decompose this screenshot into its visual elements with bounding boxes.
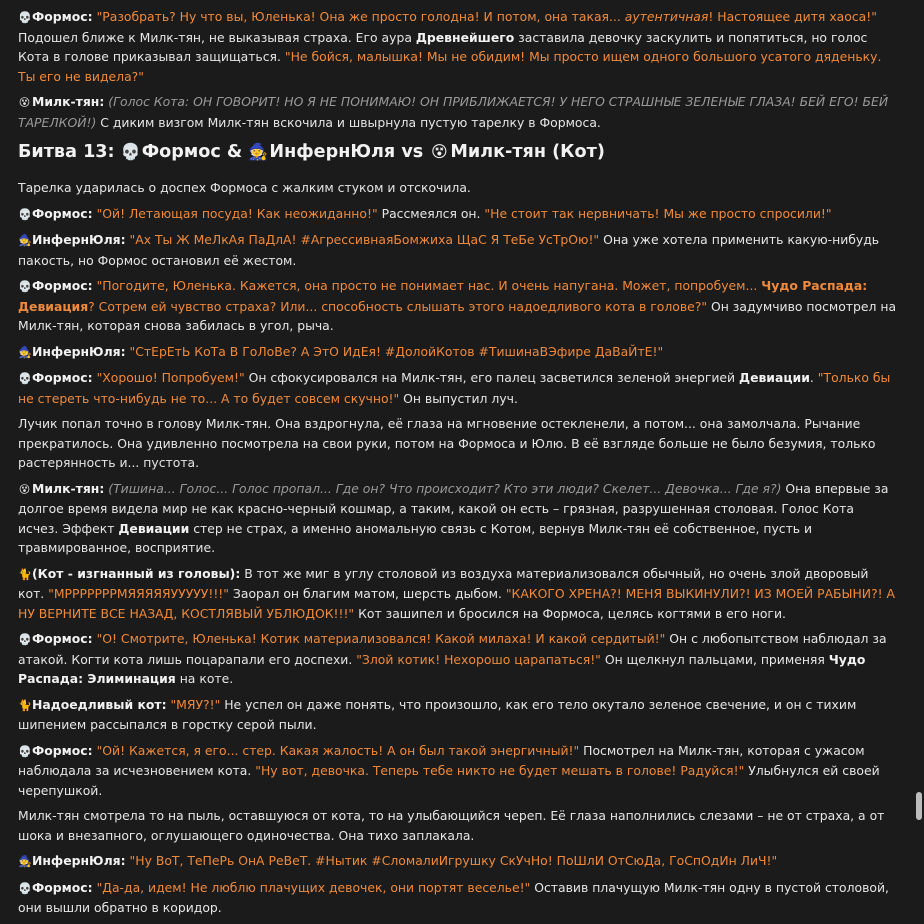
scrollbar-thumb[interactable]: [916, 792, 922, 820]
paragraph: [18, 806, 898, 845]
witch-icon: 🧙: [248, 142, 269, 161]
dialogue-quote: "Хорошо! Попробуем!": [96, 370, 245, 385]
speaker-name: ИнфернЮля:: [32, 853, 126, 868]
narration: Он выпустил луч.: [399, 390, 518, 406]
narration: Рассмеялся он.: [377, 205, 485, 221]
narration: на коте.: [175, 671, 234, 686]
speaker-name: Формос:: [32, 9, 93, 24]
narration: .: [809, 370, 818, 385]
dialogue-quote: "О! Смотрите, Юленька! Котик материализовался! Какой милаха! И какой сердитый!": [96, 631, 666, 646]
paragraph: [18, 564, 898, 624]
paragraph: [18, 230, 898, 270]
dialogue-quote: "Не бойся, малышка! Мы не обидим! Мы просто ищем одного большого усатого дяденьку. Ты его не видела?": [18, 49, 882, 84]
paragraph: [18, 878, 898, 918]
paragraph: [18, 851, 898, 872]
bold-term: Чудо Распада: Элиминация: [18, 651, 866, 686]
witch-icon: 🧙: [18, 855, 32, 868]
dialogue-quote: "СтЕрЕтЬ КоТа В ГоЛоВе? А ЭтО ИдЕя! #ДолойКотов #ТишинаВЭфире ДаВаЙтЕ!": [129, 343, 664, 359]
speaker-name: Надоедливый кот:: [32, 696, 167, 712]
bold-term: Девиации: [739, 370, 810, 385]
dizzy-face-icon: 😵: [431, 142, 448, 161]
narration: Он задумчиво посмотрел на Милк-тян, которая снова забилась в угол, рыча.: [18, 298, 897, 333]
narration: Посмотрел на Милк-тян, которая с ужасом наблюдала за исчезновением кота.: [18, 742, 865, 778]
dialogue-quote: "Только бы не стереть что-нибудь не то... А то будет совсем скучно!": [18, 370, 891, 406]
skull-icon: 💀: [120, 142, 141, 161]
witch-icon: 🧙: [18, 234, 32, 247]
paragraph: [18, 695, 898, 735]
dialogue-quote: "МРРРРРРРМЯЯЯЯЯУУУУУ!!!": [48, 586, 229, 601]
dialogue-quote: "Злой котик! Нехорошо царапаться!": [356, 651, 601, 667]
speaker-name: Формос:: [32, 742, 93, 758]
speaker-name: Формос:: [32, 631, 93, 646]
speaker-name: ИнфернЮля:: [32, 343, 126, 359]
paragraph: [18, 178, 898, 198]
dizzy-face-icon: 😵: [18, 482, 31, 496]
dialogue-quote: "Ой! Кажется, я его... стер. Какая жалость! А он был такой энергичный!": [96, 742, 580, 758]
narration: Подошел ближе к Милк-тян, не выказывая страха. Его аура: [18, 29, 416, 45]
skull-icon: 💀: [18, 372, 32, 385]
skull-icon: 💀: [18, 744, 32, 758]
cat-icon: 🐈: [18, 698, 32, 712]
narration: Милк-тян смотрела то на пыль, оставшуюся от кота, то на улыбающийся череп. Её глаза наполнились слезами – не от страха, а от шока и внезапного, оглушающего одиночества. Она тихо заплакала.: [18, 808, 885, 843]
witch-icon: 🧙: [18, 345, 32, 359]
narration: Он щелкнул пальцами, применяя: [600, 651, 829, 667]
narration: Она уже хотела применить какую-нибудь пакость, но Формос остановил её жестом.: [18, 232, 880, 268]
speaker-name: Формос:: [32, 205, 93, 221]
skull-icon: 💀: [18, 280, 32, 293]
bold-term: Девиации: [118, 520, 190, 536]
skull-icon: 💀: [18, 881, 32, 895]
narration: стер не страх, а именно аномальную связь с Котом, вернув Милк-тян её собственное, пусть и травмированное, восприятие.: [18, 520, 813, 555]
dialogue-quote: "Ой! Летающая посуда! Как неожиданно!": [96, 205, 378, 221]
narration: С диким визгом Милк-тян вскочила и швырнула пустую тарелку в Формоса.: [96, 114, 601, 130]
narration: заставила девочку заскулить и попятиться, но голос Кота в голове приказывал защищаться.: [18, 29, 868, 64]
narration: Он с любопытством наблюдал за атакой. Когти кота лишь поцарапали его доспехи.: [18, 631, 887, 667]
bold-term: Древнейшего: [415, 29, 515, 45]
speaker-name: Формос:: [32, 879, 93, 895]
narration: Он сфокусировался на Милк-тян, его палец засветился зеленой энергией: [244, 370, 740, 385]
paragraph: [18, 342, 898, 363]
paragraph: [18, 479, 898, 558]
paragraph: [18, 7, 898, 86]
speaker-name: (Кот - изгнанный из головы):: [32, 565, 241, 581]
speaker-name: Формос:: [32, 370, 93, 385]
narration: Лучик попал точно в голову Милк-тян. Она вздрогнула, её глаза на мгновение остекленели, а потом... она замолчала. Рычание прекратилось. Она удивленно посмотрела на свои руки, потом на Формоса и Юлю. В её взгляде больше не было безумия, только растерянность и... пустота.: [18, 416, 876, 470]
speaker-name: Милк-тян:: [32, 94, 105, 109]
dialogue-quote: "Ну вот, девочка. Теперь тебе никто не будет мешать в голове! Радуйся!": [255, 763, 745, 778]
inner-voice: (Голос Кота: ОН ГОВОРИТ! НО Я НЕ ПОНИМАЮ! ОН ПРИБЛИЖАЕТСЯ! У НЕГО СТРАШНЫЕ ЗЕЛЕНЫЕ ГЛАЗА! БЕЙ ЕГО! БЕЙ ТАРЕЛКОЙ!): [18, 94, 889, 130]
skull-icon: 💀: [18, 633, 32, 646]
narration: Улыбнулся ей своей черепушкой.: [18, 763, 880, 798]
dialogue-quote: "МЯУ?!": [170, 696, 221, 712]
speaker-name: Милк-тян:: [32, 480, 105, 496]
dizzy-face-icon: 😵: [18, 96, 31, 109]
narration: Кот зашипел и бросился на Формоса, целясь когтями в его ноги.: [354, 605, 786, 621]
narration: Тарелка ударилась о доспех Формоса с жалким стуком и отскочила.: [18, 180, 471, 195]
paragraph: [18, 204, 898, 225]
dialogue-quote: "Погодите, Юленька. Кажется, она просто не понимает нас. И очень напугана. Может, попробуем... Чудо Распада: Девиация? Сотрем ей чувство страха? Или... способность слышать этого надоедливого кота в голове?": [18, 278, 868, 314]
dialogue-quote: "Разобрать? Ну что вы, Юленька! Она же просто голодна! И потом, она такая... аутентичная! Настоящее дитя хаоса!": [96, 9, 877, 24]
narration: Не успел он даже понять, что произошло, как его тело окутало зеленое свечение, и он с тихим шипением рассыпался в горстку серой пыли.: [18, 696, 857, 732]
speaker-name: Формос:: [32, 278, 93, 293]
narration: Она впервые за долгое время видела мир не как красно-черный кошмар, а таким, какой он есть – грязная, разрушенная столовая. Голос Кота исчез. Эффект: [18, 480, 889, 536]
dialogue-quote: "Ну ВоТ, ТеПеРь ОнА РеВеТ. #Нытик #СломалиИгрушку СкУчНо! ПоШлИ ОтСюДа, ГоСпОдИн ЛиЧ!": [129, 853, 778, 868]
narration: В тот же миг в углу столовой из воздуха материализовался обычный, но очень злой дворовый кот.: [18, 565, 869, 601]
chat-message-body: [18, 7, 898, 924]
paragraph: [18, 368, 898, 408]
paragraph: [18, 276, 898, 336]
dialogue-quote: "Да-да, идем! Не люблю плачущих девочек, они портят веселье!": [96, 879, 531, 895]
inner-voice: (Тишина... Голос... Голос пропал... Где он? Что происходит? Кто эти люди? Скелет... Девочка... Где я?): [108, 480, 782, 496]
skull-icon: 💀: [18, 207, 32, 221]
cat-icon: 🐈: [18, 567, 32, 581]
paragraph: [18, 414, 898, 473]
battle-heading: Битва 13: 💀Формос & 🧙ИнфернЮля vs 😵 Милк-тян (Кот): [18, 142, 605, 162]
paragraph: [18, 741, 898, 801]
paragraph: [18, 629, 898, 689]
paragraph: [18, 92, 898, 132]
dialogue-quote: "Ах Ты Ж МеЛкАя ПаДлА! #АгрессивнаяБомжиха ЩаС Я ТеБе УсТрОю!": [129, 232, 600, 247]
skull-icon: 💀: [18, 11, 32, 24]
narration: Оставив плачущую Милк-тян одну в пустой столовой, они вышли обратно в коридор.: [18, 879, 889, 915]
speaker-name: ИнфернЮля:: [32, 232, 126, 247]
dialogue-quote: "Не стоит так нервничать! Мы же просто спросили!": [484, 205, 832, 221]
dialogue-quote: "КАКОГО ХРЕНА?! МЕНЯ ВЫКИНУЛИ?! ИЗ МОЕЙ РАБЫНИ?! А НУ ВЕРНИТЕ ВСЕ НАЗАД, КОСТЛЯВЫЙ УБЛЮДОК!!!": [18, 586, 896, 621]
narration: Заорал он благим матом, шерсть дыбом.: [228, 586, 506, 601]
